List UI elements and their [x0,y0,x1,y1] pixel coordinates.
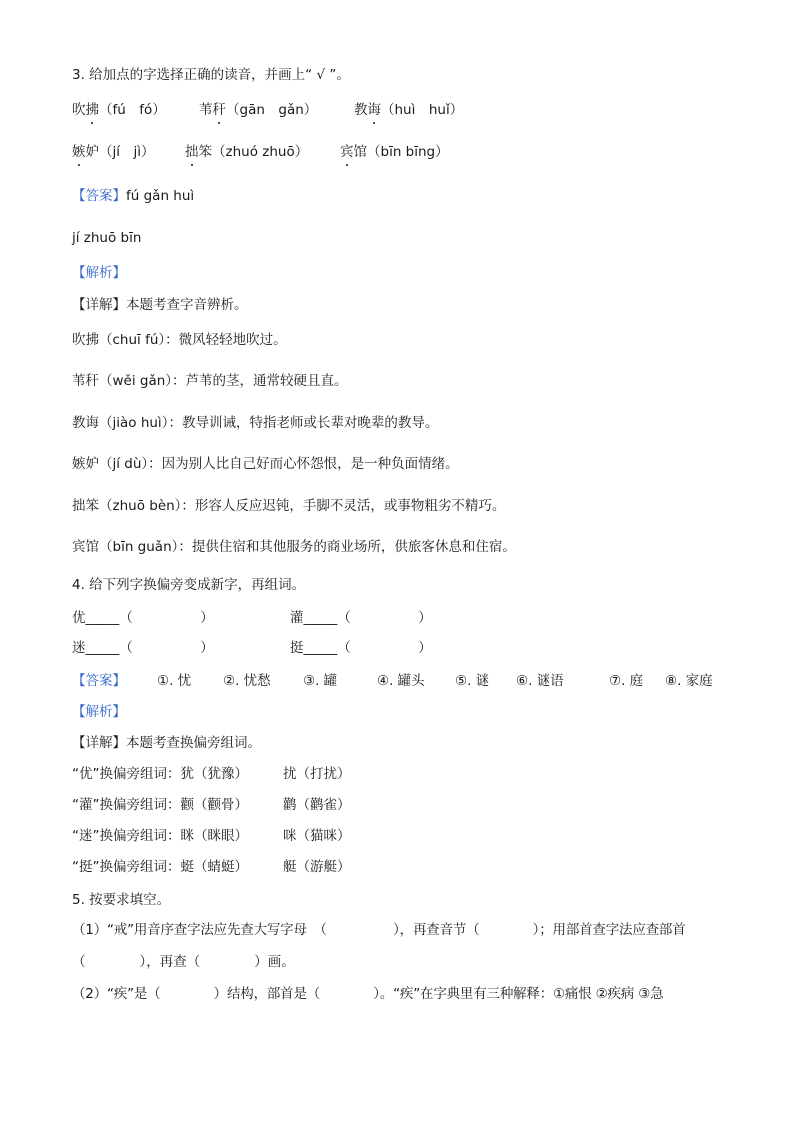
q4-answer-2: ②. 忧愁 [223,673,271,689]
q3-answer [72,186,194,206]
q3-item-6: 宾馆（bīn bīng） [340,144,449,160]
q4-row-1b: 扰（打扰） [283,766,351,782]
q4-blank-4: 挺_____（ ） [290,640,432,656]
q3-item-3: 教诲（huì huǐ） [354,102,464,118]
q4-blank-3: 迷_____（ ） [72,640,214,656]
q4-answer-3: ③. 罐 [303,673,338,689]
q3-explanation-5: 拙笨（zhuō bèn）：形容人反应迟钝，手脚不灵活，或事物粗劣不精巧。 [72,498,506,514]
answer-label: 【答案】 [72,673,126,689]
q3-answer-text-2: jí zhuō bīn [72,230,142,246]
q3-detail: 【详解】本题考查字音辨析。 [72,297,248,313]
q4-detail: 【详解】本题考查换偏旁组词。 [72,735,261,751]
q4-row-3a: “迷”换偏旁组词：眯（眯眼） [72,828,248,844]
q4-blank-2: 灌_____（ ） [290,610,432,626]
q4-answer-7: ⑦. 庭 [609,673,644,689]
q5-title: 5. 按要求填空。 [72,892,171,908]
q4-answer-5: ⑤. 谜 [455,673,490,689]
analysis-label: 【解析】 [72,704,126,720]
q3-explanation-2: 苇秆（wěi gǎn）：芦苇的茎，通常较硬且直。 [72,373,348,389]
q4-answer-1: ①. 忧 [157,673,192,689]
q4-answer [72,671,732,691]
q3-item-5: 拙笨（zhuó zhuō） [185,144,309,160]
q4-answer-8: ⑧. 家庭 [665,673,713,689]
q4-row-3b: 咪（猫咪） [283,828,351,844]
q4-row-1a: “优”换偏旁组词：犹（犹豫） [72,766,248,782]
q4-answer-4: ④. 罐头 [377,673,425,689]
q3-explanation-1: 吹拂（chuī fú）：微风轻轻地吹过。 [72,332,287,348]
q4-row-4a: “挺”换偏旁组词：蜓（蜻蜓） [72,859,248,875]
q5-part1-line2: （ ），再查（ ）画。 [72,954,295,970]
q3-item-2: 苇秆（gān gǎn） [199,102,318,118]
q3-item-1: 吹拂（fú fó） [72,102,166,118]
q3-explanation-4: 嫉妒（jí dù）：因为别人比自己好而心怀怨恨，是一种负面情绪。 [72,456,459,472]
analysis-label: 【解析】 [72,265,126,281]
q4-row-2a: “灌”换偏旁组词：颧（颧骨） [72,797,248,813]
q3-answer-text-1: fú gǎn huì [126,188,195,204]
q4-row-4b: 艇（游艇） [283,859,351,875]
q4-title: 4. 给下列字换偏旁变成新字，再组词。 [72,577,306,593]
q3-item-4: 嫉妒（jí jì） [72,144,155,160]
q3-explanation-6: 宾馆（bīn guǎn）：提供住宿和其他服务的商业场所，供旅客休息和住宿。 [72,539,516,555]
q3-title: 3. 给加点的字选择正确的读音，并画上“ √ ”。 [72,67,350,83]
q4-row-2b: 鹳（鹳雀） [283,797,351,813]
q5-part2-line1: （2）“疾”是（ ）结构，部首是（ ）。“疾”在字典里有三种解释：①痛恨 ②疾病 ③急 [72,986,664,1002]
q5-part1-line1: （1）“戒”用音序查字法应先查大写字母 （ ），再查音节（ ）；用部首查字法应查部首 [72,922,686,938]
q4-blank-1: 优_____（ ） [72,610,214,626]
q4-answer-6: ⑥. 谜语 [516,673,564,689]
q3-explanation-3: 教诲（jiào huì）：教导训诫，特指老师或长辈对晚辈的教导。 [72,415,439,431]
answer-label: 【答案】 [72,188,126,204]
